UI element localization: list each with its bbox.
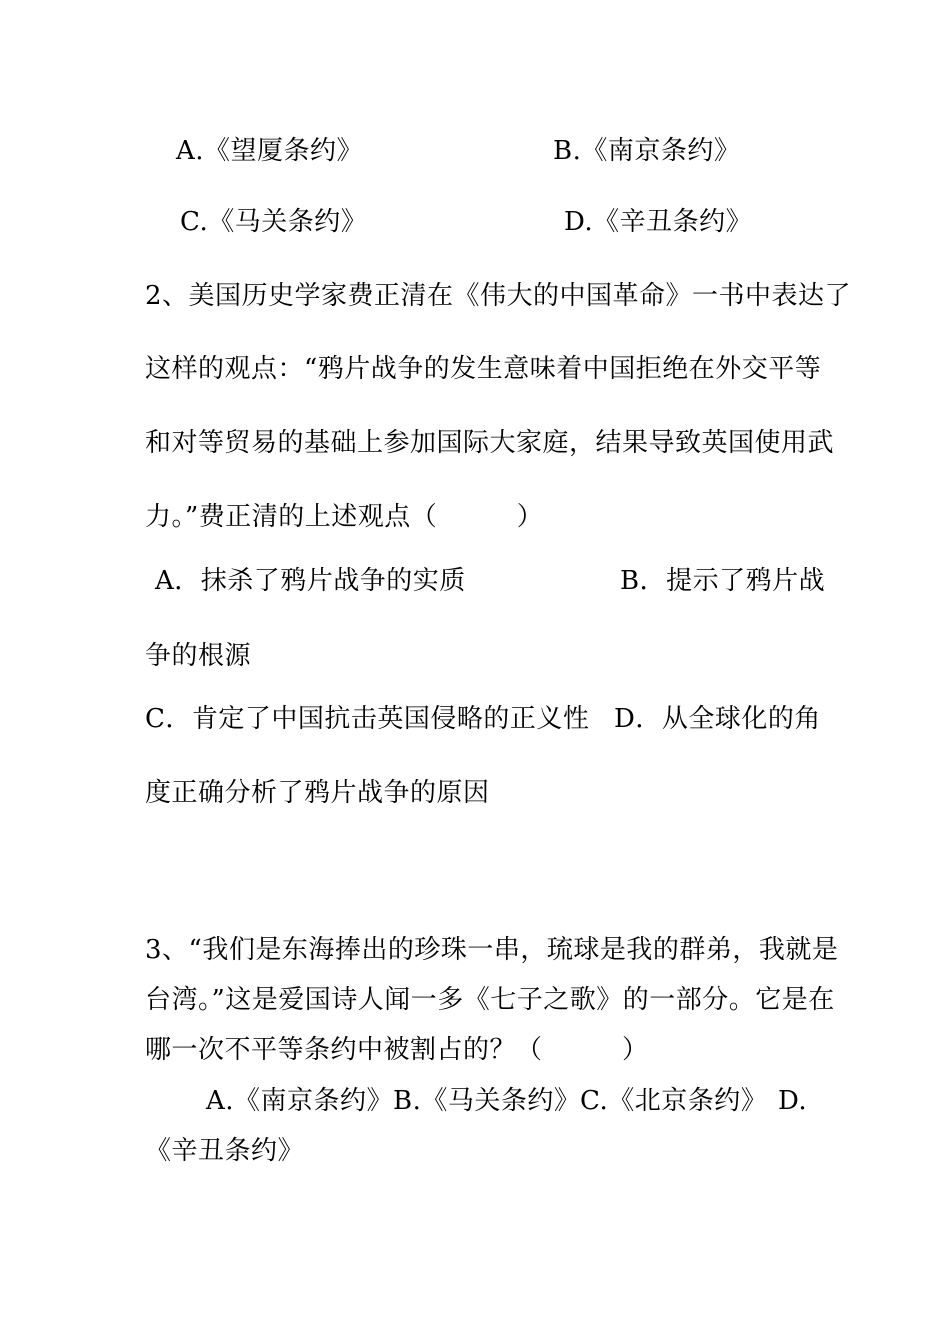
q1-option-b: B.《南京条约》 [553,136,741,166]
q2-option-c: C．肯定了中国抗击英国侵略的正义性 [145,704,590,734]
q3-option-d-cont: 《辛丑条约》 [145,1136,305,1166]
q2-stem-line-2: 这样的观点：“鸦片战争的发生意味着中国拒绝在外交平等 [145,354,822,384]
q1-option-a: A.《望厦条约》 [176,136,364,166]
q1-option-c: C.《马关条约》 [180,207,368,237]
q2-stem-line-3: 和对等贸易的基础上参加国际大家庭，结果导致英国使用武 [145,428,835,458]
q3-stem-line-2: 台湾。”这是爱国诗人闻一多《七子之歌》的一部分。它是在 [145,985,835,1015]
q3-option-c: C.《北京条约》 [580,1086,768,1116]
q2-option-a: A．抹杀了鸦片战争的实质 [155,566,466,596]
q2-option-b: B．提示了鸦片战 [620,566,826,596]
q2-option-d-cont: 度正确分析了鸦片战争的原因 [145,778,490,808]
q2-option-b-cont: 争的根源 [145,641,252,671]
q3-option-d: D. [778,1086,808,1116]
q2-stem-line-4: 力。”费正清的上述观点（ ） [145,502,544,532]
q2-stem-line-1: 2、美国历史学家费正清在《伟大的中国革命》一书中表达了 [145,281,852,311]
q2-option-d: D．从全球化的角 [614,704,821,734]
q3-stem-line-1: 3、“我们是东海捧出的珍珠一串，琉球是我的群弟，我就是 [145,935,839,965]
q3-option-b: B.《马关条约》 [393,1086,581,1116]
q3-option-a: A.《南京条约》 [206,1086,394,1116]
q3-stem-line-3: 哪一次不平等条约中被割占的？（ ） [145,1035,649,1065]
q1-option-d: D.《辛丑条约》 [564,207,753,237]
